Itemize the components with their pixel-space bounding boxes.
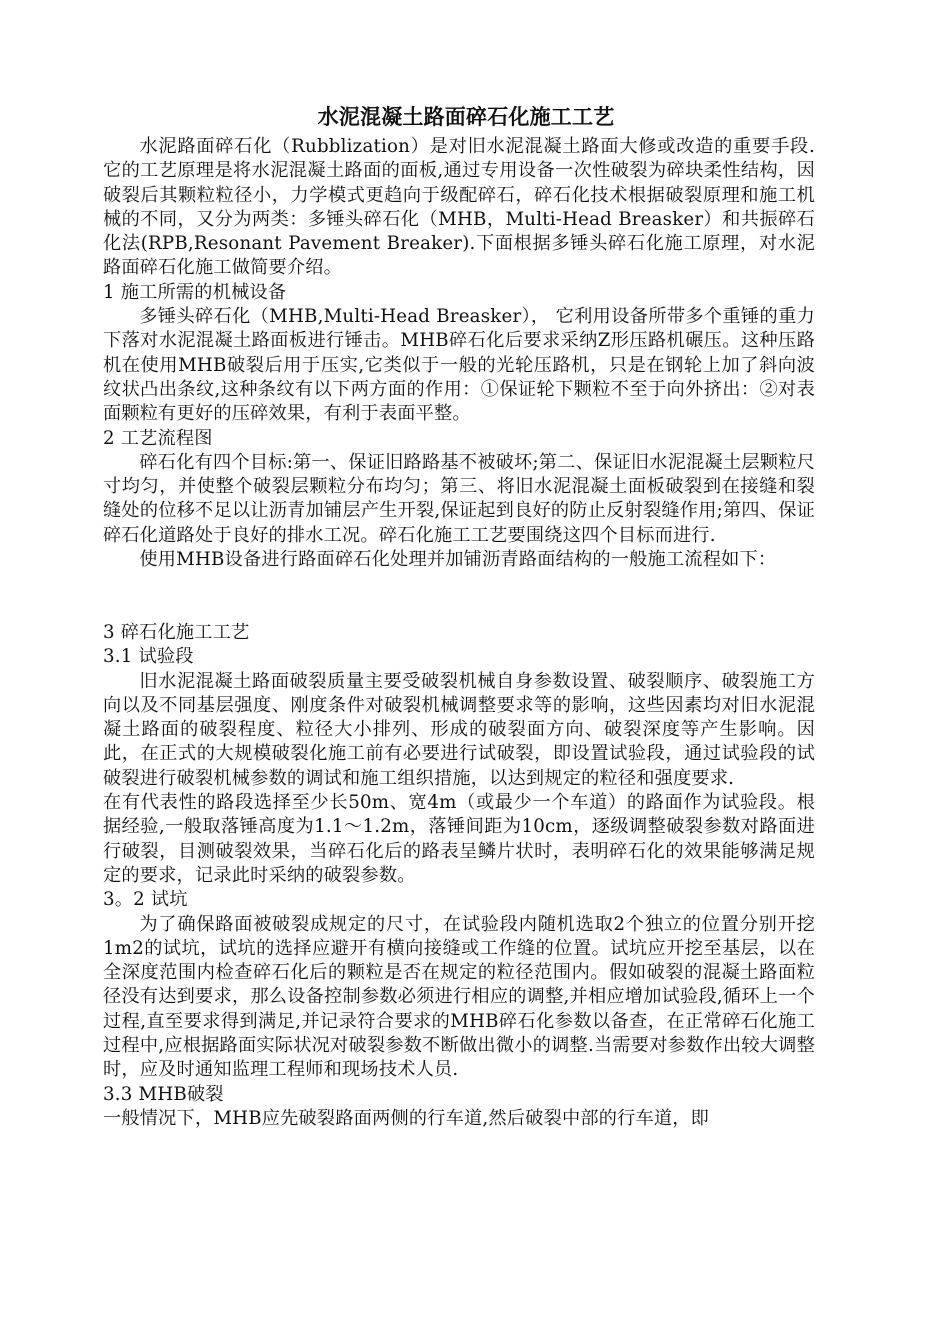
section-3-heading: 3 碎石化施工工艺 — [103, 621, 250, 643]
section-2-paragraph-1: 碎石化有四个目标:第一、保证旧路路基不被破坏;第二、保证旧水泥混凝土层颗粒尺寸均匀，并使整个破裂层颗粒分布均匀；第三、将旧水泥混凝土面板破裂到在接缝和裂缝处的位移不足以让沥青加铺层产生开裂,保证起到良好的防止反射裂缝作用;第四、保证碎石化道路处于良好的排水工况。碎石化施工工艺要围绕这四个目标而进行. — [103, 451, 815, 546]
intro-paragraph: 水泥路面碎石化（Rubblization）是对旧水泥混凝土路面大修或改造的重要手段.它的工艺原理是将水泥混凝土路面的面板,通过专用设备一次性破裂为碎块柔性结构，因破裂后其颗粒粒径小，力学模式更趋向于级配碎石，碎石化技术根据破裂原理和施工机械的不同，又分为两类：多锤头碎石化（MHB，Multi-Head Breasker）和共振碎石化法(RPB,Resonant Pavement Breaker).下面根据多锤头碎石化施工原理，对水泥路面碎石化施工做简要介绍。 — [103, 136, 815, 279]
section-3-2-paragraph: 为了确保路面被破裂成规定的尺寸，在试验段内随机选取2个独立的位置分别开挖1m2的试坑，试坑的选择应避开有横向接缝或工作缝的位置。试坑应开挖至基层，以在全深度范围内检查碎石化后的颗粒是否在规定的粒径范围内。假如破裂的混凝土路面粒径没有达到要求，那么设备控制参数必须进行相应的调整,并相应增加试验段,循环上一个过程,直至要求得到满足,并记录符合要求的MHB碎石化参数以备查，在正常碎石化施工过程中,应根据路面实际状况对破裂参数不断做出微小的调整.当需要对参数作出较大调整时，应及时通知监理工程师和现场技术人员. — [103, 913, 815, 1081]
section-3-3-paragraph: 一般情况下，MHB应先破裂路面两侧的行车道,然后破裂中部的行车道，即 — [103, 1107, 710, 1129]
section-3-2-heading: 3。2 试坑 — [103, 889, 188, 911]
section-3-1-heading: 3.1 试验段 — [103, 646, 194, 668]
document-page — [103, 102, 815, 1131]
section-3-1-paragraph-1: 旧水泥混凝土路面破裂质量主要受破裂机械自身参数设置、破裂顺序、破裂施工方向以及不同基层强度、刚度条件对破裂机械调整要求等的影响，这些因素均对旧水泥混凝土路面的破裂程度、粒径大小排列、形成的破裂面方向、破裂深度等产生影响。因此，在正式的大规模破裂化施工前有必要进行试破裂，即设置试验段，通过试验段的试破裂进行破裂机械参数的调试和施工组织措施，以达到规定的粒径和强度要求. — [103, 670, 815, 789]
document-title: 水泥混凝土路面碎石化施工工艺 — [317, 105, 615, 129]
section-1-heading: 1 施工所需的机械设备 — [103, 281, 287, 303]
section-3-3-heading: 3.3 MHB破裂 — [103, 1083, 224, 1105]
flowchart-placeholder-gap — [103, 572, 815, 621]
section-2-heading: 2 工艺流程图 — [103, 427, 213, 449]
section-2-paragraph-2: 使用MHB设备进行路面碎石化处理并加铺沥青路面结构的一般施工流程如下： — [139, 549, 777, 571]
section-3-1-paragraph-2: 在有代表性的路段选择至少长50m、宽4m（或最少一个车道）的路面作为试验段。根据经验,一般取落锤高度为1.1～1.2m，落锤间距为10cm，逐级调整破裂参数对路面进行破裂，目测破裂效果，当碎石化后的路表呈鳞片状时，表明碎石化的效果能够满足规定的要求，记录此时采纳的破裂参数。 — [103, 792, 815, 886]
section-1-paragraph: 多锤头碎石化（MHB,Multi-Head Breasker）， 它利用设备所带多个重锤的重力下落对水泥混凝土路面板进行锤击。MHB碎石化后要求采纳Z形压路机碾压。这种压路机在使用MHB破裂后用于压实,它类似于一般的光轮压路机，只是在钢轮上加了斜向波纹状凸出条纹,这种条纹有以下两方面的作用：①保证轮下颗粒不至于向外挤出：②对表面颗粒有更好的压碎效果，有利于表面平整。 — [103, 306, 815, 425]
